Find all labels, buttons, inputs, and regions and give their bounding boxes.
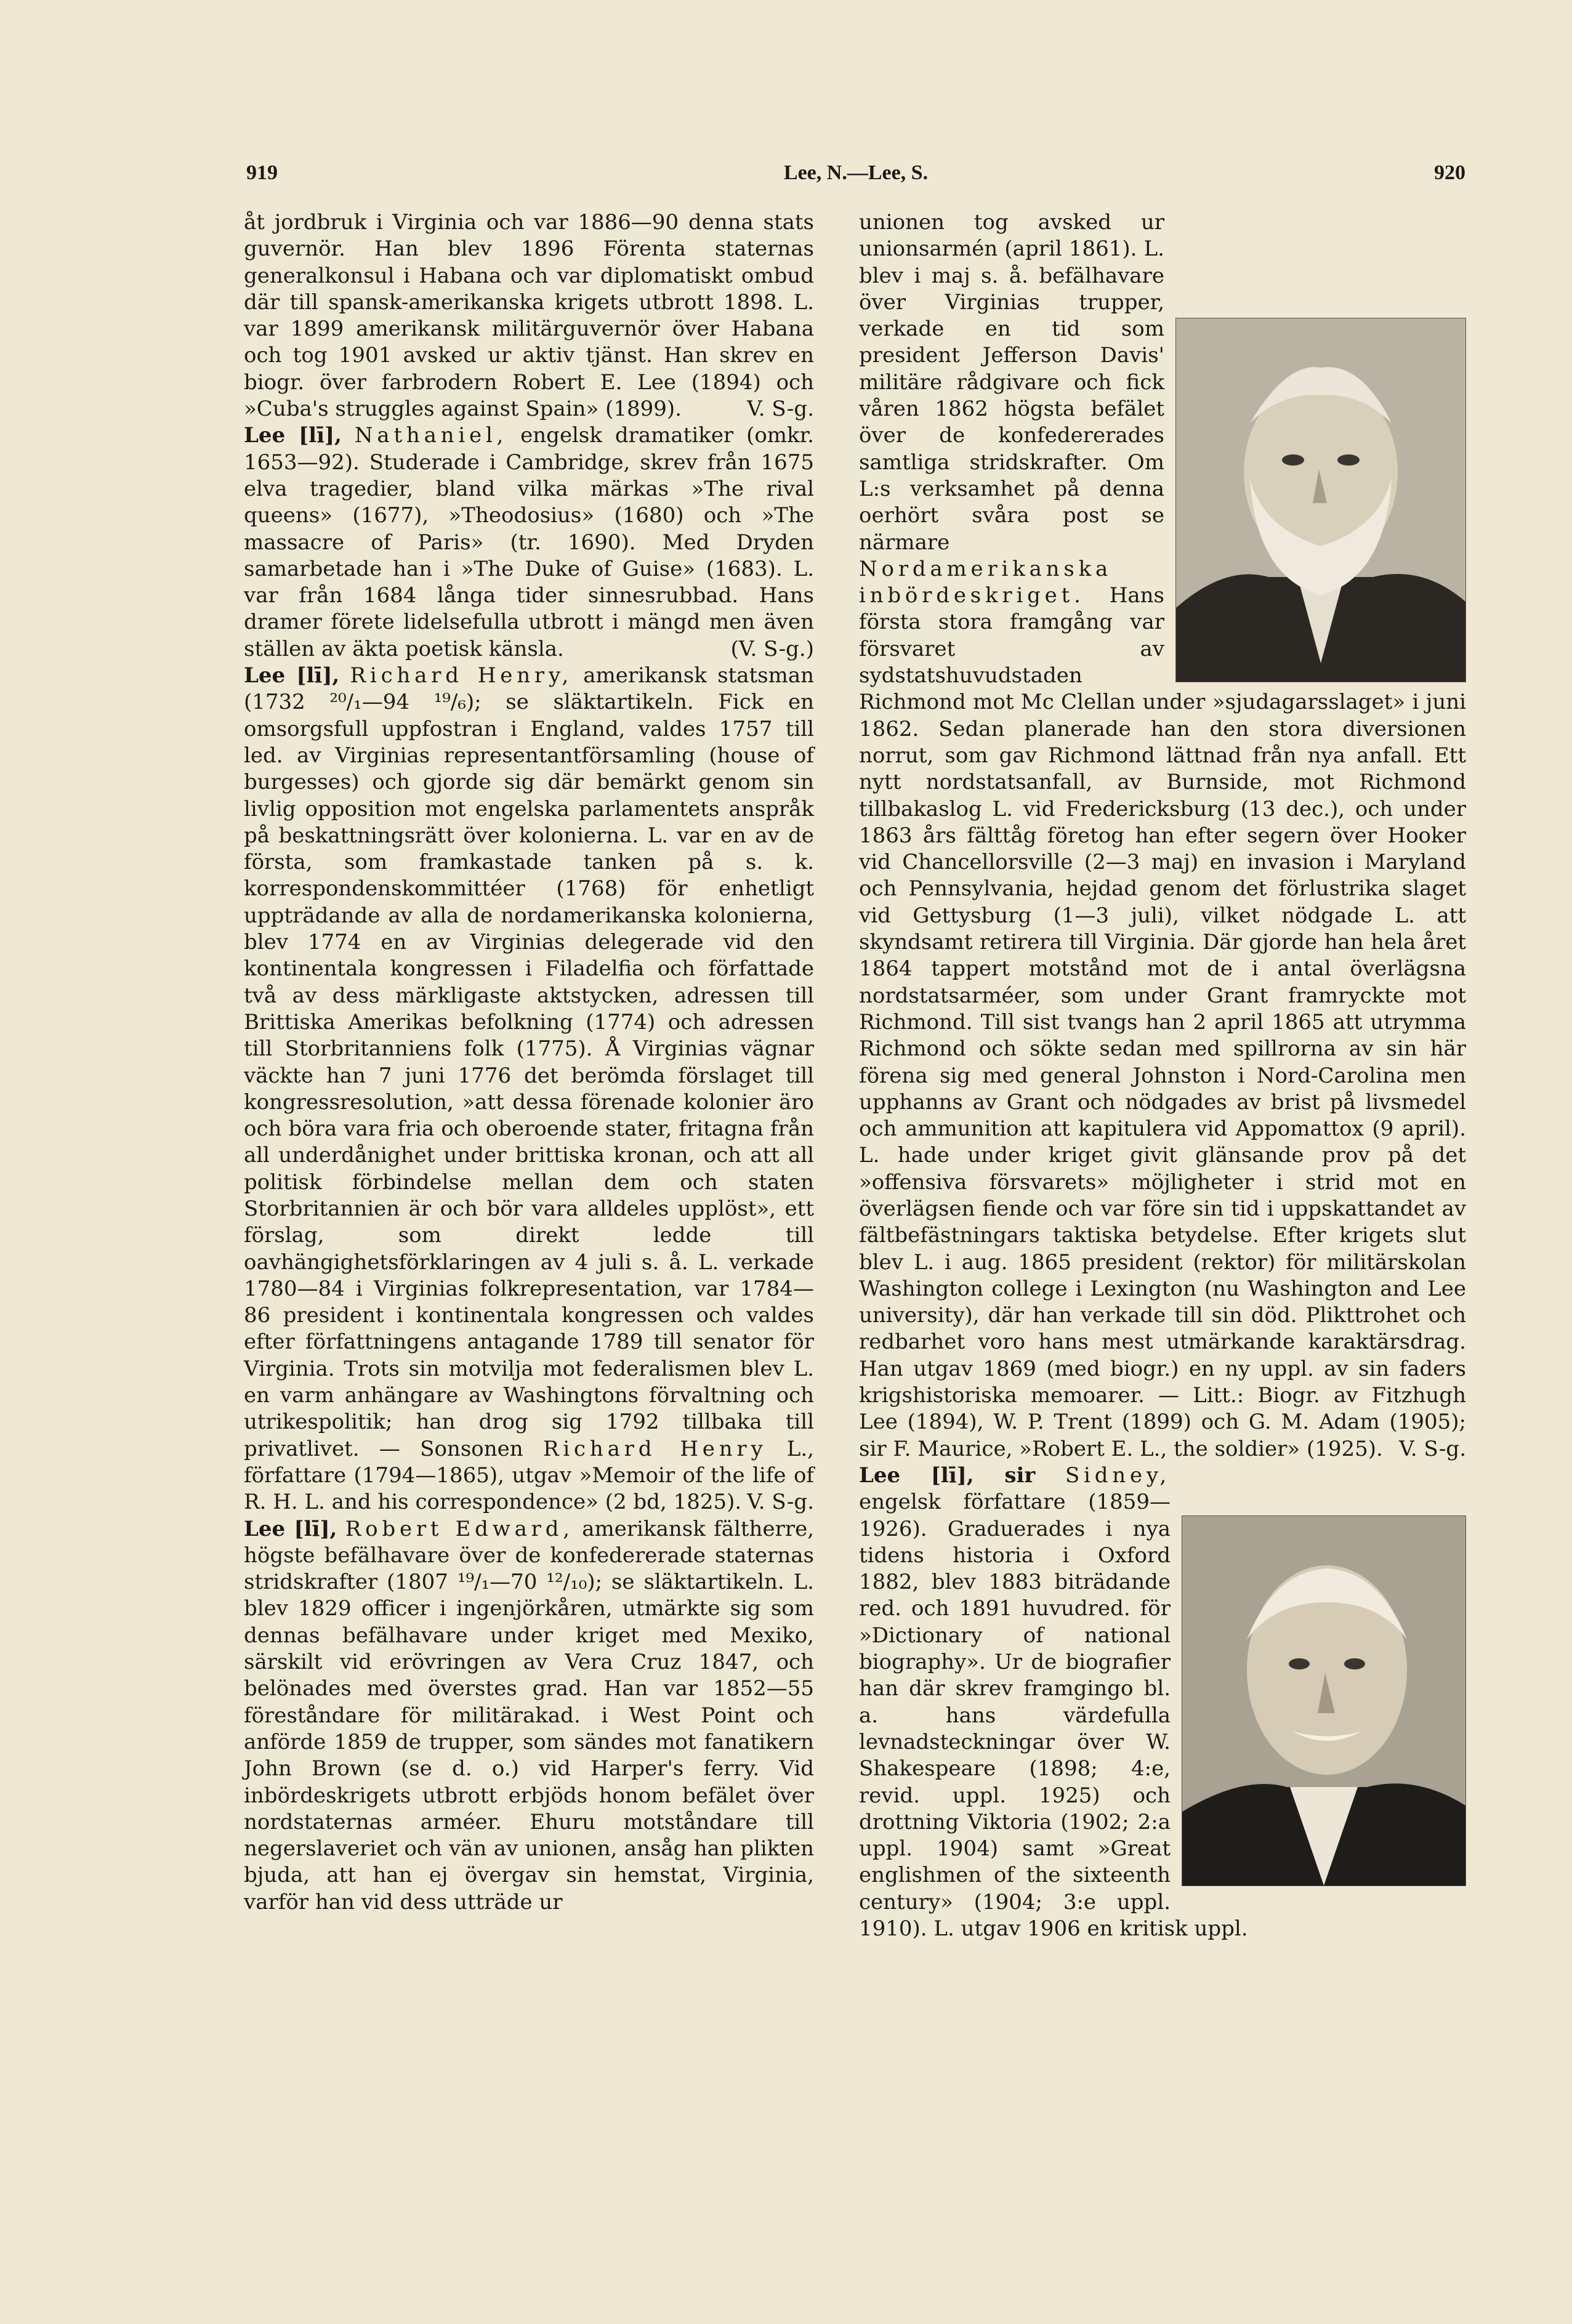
signature: V. S-g. [747,1490,814,1515]
cross-reference: Nordamerikanska inbördeskriget. [859,556,1113,608]
left-column [244,209,814,1916]
entry-name: Robert Edward, [345,1516,574,1541]
entry-name: Nathaniel, [354,423,508,448]
entry-name: Richard Henry [542,1436,767,1461]
entry-lee-sidney: Lee [lī], sir Sidney, engelsk författare (1859—1926). Graduerades i nya tidens historia i Oxford 1882, blev 1883 biträdande red. och 1891 huvudred. för »Dictionary of national biography». Ur de biografier han där skrev framgingo bl. a. hans värdefulla levnadsteckningar över W. Shakespeare (1898; 4:e, revid. uppl. 1925) och drottning Viktoria (1902; 2:a uppl. 1904) samt »Great englishmen of the sixteenth century» (1904; 3:e uppl. 1910). L. utgav 1906 en kritisk uppl. [859,1463,1466,1942]
running-title: Lee, N.—Lee, S. [783,161,929,184]
page-number-right: 920 [1434,161,1465,184]
entry-lee-robert-edward: Lee [lī], Robert Edward, amerikansk fältherre, högste befälhavare över de konfedererade staternas stridskrafter (1807 ¹⁹/₁—70 ¹²/₁₀); se släktartikeln. L. blev 1829 officer i ingenjörkåren, utmärkte sig som dennas befälhavare under kriget med Mexiko, särskilt vid erövringen av Vera Cruz 1847, och belönades med överstes grad. Han var 1852—55 föreståndare för militärakad. i West Point och anförde 1859 de trupper, som sändes mot fanatikern John Brown (se d. o.) vid Harper's ferry. Vid inbördeskrigets utbrott erbjöds honom befälet över nordstaternas arméer. Ehuru motståndare till negerslaveriet och vän av unionen, ansåg han plikten bjuda, att han ej övergav sin hemstat, Virginia, varför han vid dess utträde ur [244,1516,815,1914]
entry-lee-robert-edward-cont: unionen tog avsked ur unionsarmén (april 1861). L. blev i maj s. å. befälhavare över Virginias trupper, verkade en tid som president Jefferson Davis' militäre rådgivare och fick våren 1862 högsta befälet över de konfedererades samtliga stridskrafter. Om L:s verksamhet på denna oerhört svåra post se närmare Nordamerikanska inbördeskriget. Hans första stora framgång var försvaret av sydstatshuvudstaden Richmond mot Mc Clellan under »sjudagarsslaget» i juni 1862. Sedan planerade han den stora diversionen norrut, som gav Richmond lättnad från nya anfall. Ett nytt nordstatsanfall, av Burnside, mot Richmond tillbakaslog L. vid Fredericksburg (13 dec.), och under 1863 års fälttåg företog han efter segern över Hooker vid Chancellorsville (2—3 maj) en invasion i Maryland och Pennsylvania, hejdad genom det förlustrika slaget vid Gettysburg (1—3 juli), vilket nödgade L. att skyndsamt retirera till Virginia. Där gjorde han hela året 1864 tappert motstånd mot de i antal överlägsna nordstatsarméer, som under Grant framryckte mot Richmond. Till sist tvangs han 2 april 1865 att utrymma Richmond och sökte sedan med spillrorna av sin här förena sig med general Johnston i Nord-Carolina men upphanns av Grant och nödgades av brist på livsmedel och ammunition att kapitulera vid Appomattox (9 april). L. hade under kriget givit glänsande prov på det »offensiva försvarets» möjligheter i strid mot en överlägsen fiende och var före sin tid i uppskattandet av fältbefästningars taktiska betydelse. Efter krigets slut blev L. i aug. 1865 president (rektor) för militärskolan Washington college i Lexington (nu Washington and Lee university), där han verkade till sin död. Plikttrohet och redbarhet voro hans mest utmärkande karaktärsdrag. Han utgav 1869 (med biogr.) en ny uppl. av sin faders krigshistoriska memoarer. — Litt.: Biogr. av Fitzhugh Lee (1894), W. P. Trent (1899) och G. M. Adam (1905); sir F. Maurice, »Robert E. L., the soldier» (1925). V. S-g. [859,209,1466,1463]
portrait-sidney-lee [1182,1515,1466,1886]
entry-name: Sidney, [1065,1463,1171,1488]
signature: (V. S-g.) [730,636,814,661]
portrait-robert-e-lee [1175,318,1466,682]
entry-lee-richard-henry: Lee [lī], Richard Henry, amerikansk statsman (1732 ²⁰/₁—94 ¹⁹/₆); se släktartikeln. Fick en omsorgsfull uppfostran i England, valdes 1757 till led. av Virginias representantförsamling (house of burgesses) och gjorde sig där bemärkt genom sin livlig opposition mot engelska parlamentets anspråk på beskattningsrätt över kolonierna. L. var en av de första, som framkastade tanken på s. k. korrespondenskommittéer (1768) för enhetligt uppträdande av alla de nordamerikanska kolonierna, blev 1774 en av Virginias delegerade vid den kontinentala kongressen i Filadelfia och författade två av dess märkligaste aktstycken, adressen till Brittiska Amerikas befolkning (1774) och adressen till Storbritanniens folk (1775). Å Virginias vägnar väckte han 7 juni 1776 det berömda förslaget till kongressresolution, »att dessa förenade kolonier äro och böra vara fria och oberoende stater, fritagna från all underdånighet under brittiska kronan, och att all politisk förbindelse mellan dem och staten Storbritannien är och bör vara alldeles upplöst», ett förslag, som direkt ledde till oavhängighetsförklaringen av 4 juli s. å. L. verkade 1780—84 i Virginias folkrepresentation, var 1784—86 president i kontinentala kongressen och valdes efter författningens antagande 1789 till senator för Virginia. Trots sin motvilja mot federalismen blev L. en varm anhängare av Washingtons förvaltning och utrikespolitik; han drog sig 1792 tillbaka till privatlivet. — Sonsonen Richard Henry L., författare (1794—1865), utgav »Memoir of the life of R. H. L. and his correspondence» (2 bd, 1825). V. S-g. [244,663,814,1516]
page-number-left: 919 [246,161,278,184]
signature: V. S-g. [1399,1436,1466,1461]
portrait-image [1176,318,1465,682]
right-column [859,209,1466,1942]
portrait-image [1182,1516,1465,1886]
entry-lee-fitzhugh-end: åt jordbruk i Virginia och var 1886—90 denna stats guvernör. Han blev 1896 Förenta staternas generalkonsul i Habana och var diplomatiskt ombud där till spansk-amerikanska krigets utbrott 1898. L. var 1899 amerikansk militärguvernör över Habana och tog 1901 avsked ur aktiv tjänst. Han skrev en biogr. över farbrodern Robert E. Lee (1894) och »Cuba's struggles against Spain» (1899). V. S-g. [244,209,814,422]
page-header [246,161,1465,192]
entry-lee-nathaniel: Lee [lī], Nathaniel, engelsk dramatiker (omkr. 1653—92). Studerade i Cambridge, skrev från 1675 elva tragedier, bland vilka märkas »The rival queens» (1677), »Theodosius» (1680) och »The massacre of Paris» (tr. 1690). Med Dryden samarbetade han i »The Duke of Guise» (1683). L. var från 1684 långa tider sinnesrubbad. Hans dramer förete lidelsefulla utbrott i mängd men även ställen av äkta poetisk känsla. (V. S-g.) [244,422,814,663]
signature: V. S-g. [747,397,814,422]
entry-name: Richard Henry, [350,663,573,688]
